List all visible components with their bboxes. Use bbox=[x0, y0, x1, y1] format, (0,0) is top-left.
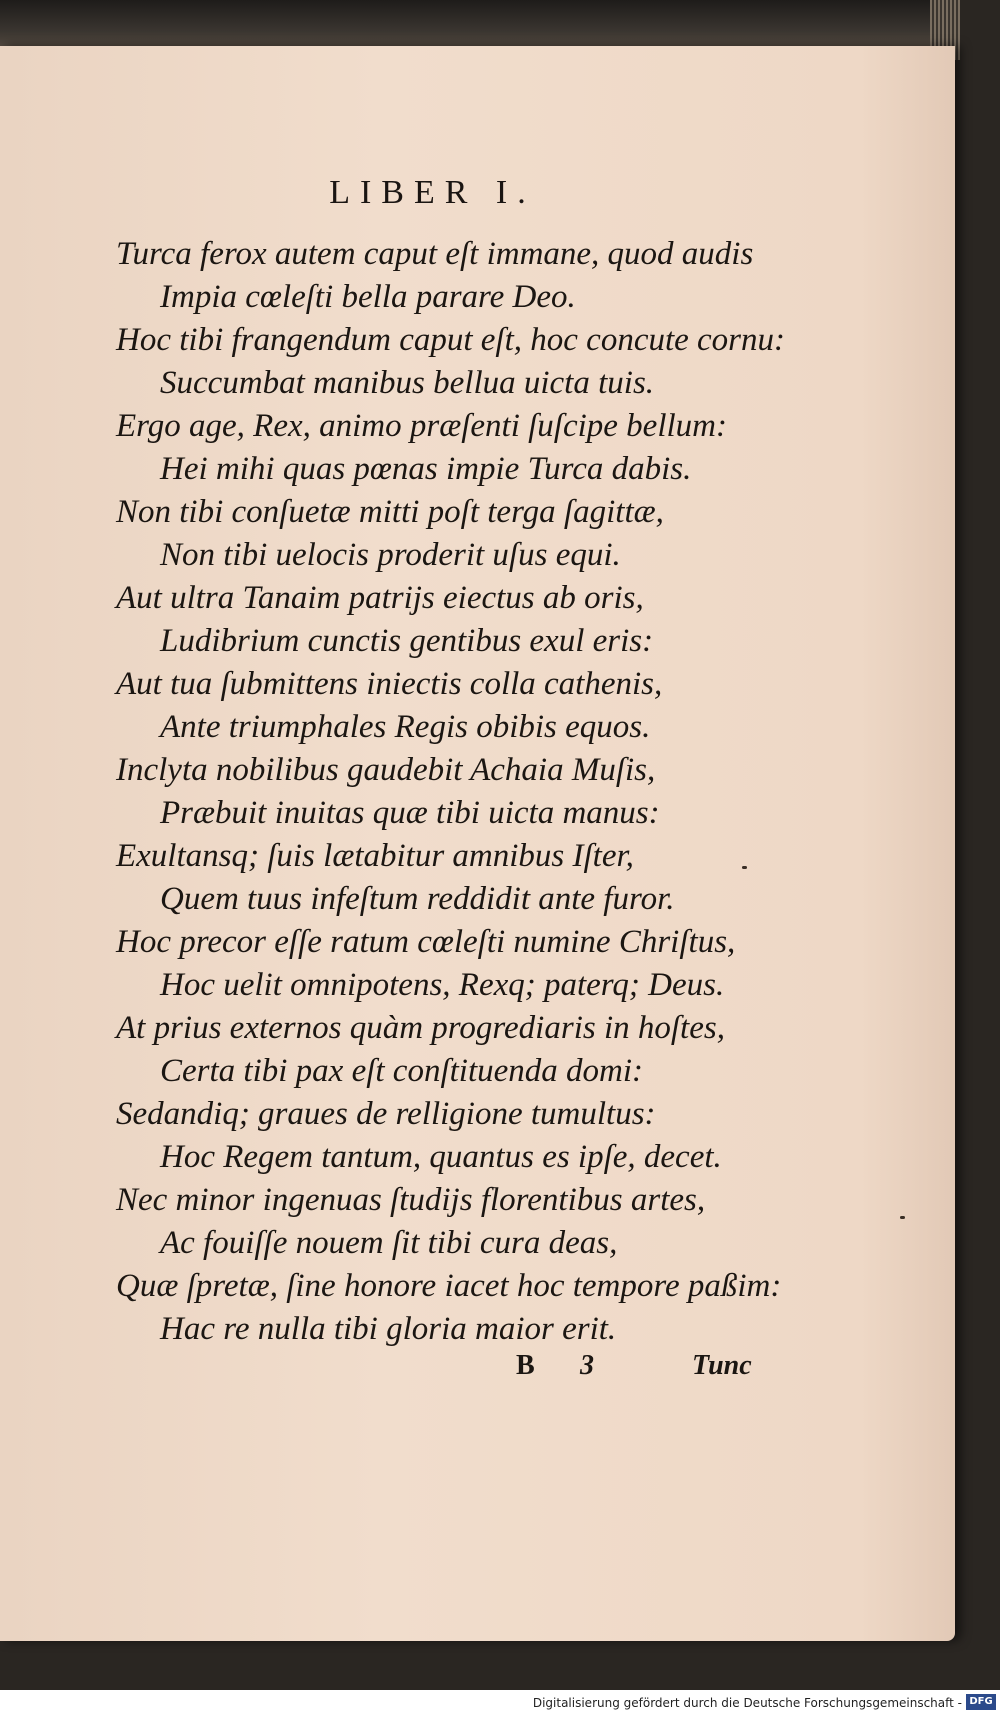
verse-line-15: Exultansq; ſuis lætabitur amnibus Iſter, bbox=[116, 838, 634, 874]
verse-line-26: Hac re nulla tibi gloria maior erit. bbox=[160, 1311, 617, 1347]
verse-line-11: Aut tua ſubmittens iniectis colla cathenis, bbox=[116, 666, 663, 702]
page-footer bbox=[0, 1350, 955, 1390]
verse-line-4: Succumbat manibus bellua uicta tuis. bbox=[160, 365, 655, 401]
catchword: Tunc bbox=[692, 1350, 752, 1381]
verse-line-5: Ergo age, Rex, animo præſenti ſuſcipe bellum: bbox=[116, 408, 727, 444]
verse-line-10: Ludibrium cunctis gentibus exul eris: bbox=[160, 623, 654, 659]
dfg-logo: DFG bbox=[966, 1694, 996, 1710]
verse-line-3: Hoc tibi frangendum caput eſt, hoc concute cornu: bbox=[116, 322, 786, 358]
verse-line-8: Non tibi uelocis proderit uſus equi. bbox=[160, 537, 621, 573]
book-top-edge bbox=[0, 0, 955, 52]
verse-line-23: Nec minor ingenuas ſtudijs florentibus artes, bbox=[116, 1182, 706, 1218]
signature-number: 3 bbox=[580, 1350, 594, 1381]
verse-line-9: Aut ultra Tanaim patrijs eiectus ab oris, bbox=[116, 580, 644, 616]
verse-line-2: Impia cœleſti bella parare Deo. bbox=[160, 279, 576, 315]
running-header: LIBER I. bbox=[329, 174, 536, 211]
verse-line-22: Hoc Regem tantum, quantus es ipſe, decet. bbox=[160, 1139, 722, 1175]
ink-speck bbox=[900, 1216, 905, 1219]
verse-line-25: Quæ ſpretæ, ſine honore iacet hoc tempore paßim: bbox=[116, 1268, 782, 1304]
verse-line-21: Sedandiq; graues de relligione tumultus: bbox=[116, 1096, 656, 1132]
verse-line-18: Hoc uelit omnipotens, Rexq; paterq; Deus. bbox=[160, 967, 725, 1003]
verse-line-12: Ante triumphales Regis obibis equos. bbox=[160, 709, 651, 745]
verse-line-20: Certa tibi pax eſt conſtituenda domi: bbox=[160, 1053, 644, 1089]
verse-line-1: Turca ferox autem caput eſt immane, quod audis bbox=[116, 236, 754, 272]
verse-line-7: Non tibi conſuetæ mitti poſt terga ſagittæ, bbox=[116, 494, 664, 530]
verse-line-14: Præbuit inuitas quæ tibi uicta manus: bbox=[160, 795, 660, 831]
book-page bbox=[0, 46, 955, 1641]
verse-line-16: Quem tuus infeſtum reddidit ante furor. bbox=[160, 881, 675, 917]
verse-line-24: Ac fouiſſe nouem ſit tibi cura deas, bbox=[160, 1225, 618, 1261]
verse-line-13: Inclyta nobilibus gaudebit Achaia Muſis, bbox=[116, 752, 656, 788]
digitization-credit: Digitalisierung gefördert durch die Deutsche Forschungsgemeinschaft - bbox=[532, 1696, 962, 1710]
verse-line-17: Hoc precor eſſe ratum cœleſti numine Chriſtus, bbox=[116, 924, 736, 960]
verse-line-6: Hei mihi quas pœnas impie Turca dabis. bbox=[160, 451, 692, 487]
signature-mark: B bbox=[516, 1350, 535, 1381]
ink-speck bbox=[742, 866, 747, 869]
verse-line-19: At prius externos quàm progrediaris in hoſtes, bbox=[116, 1010, 725, 1046]
